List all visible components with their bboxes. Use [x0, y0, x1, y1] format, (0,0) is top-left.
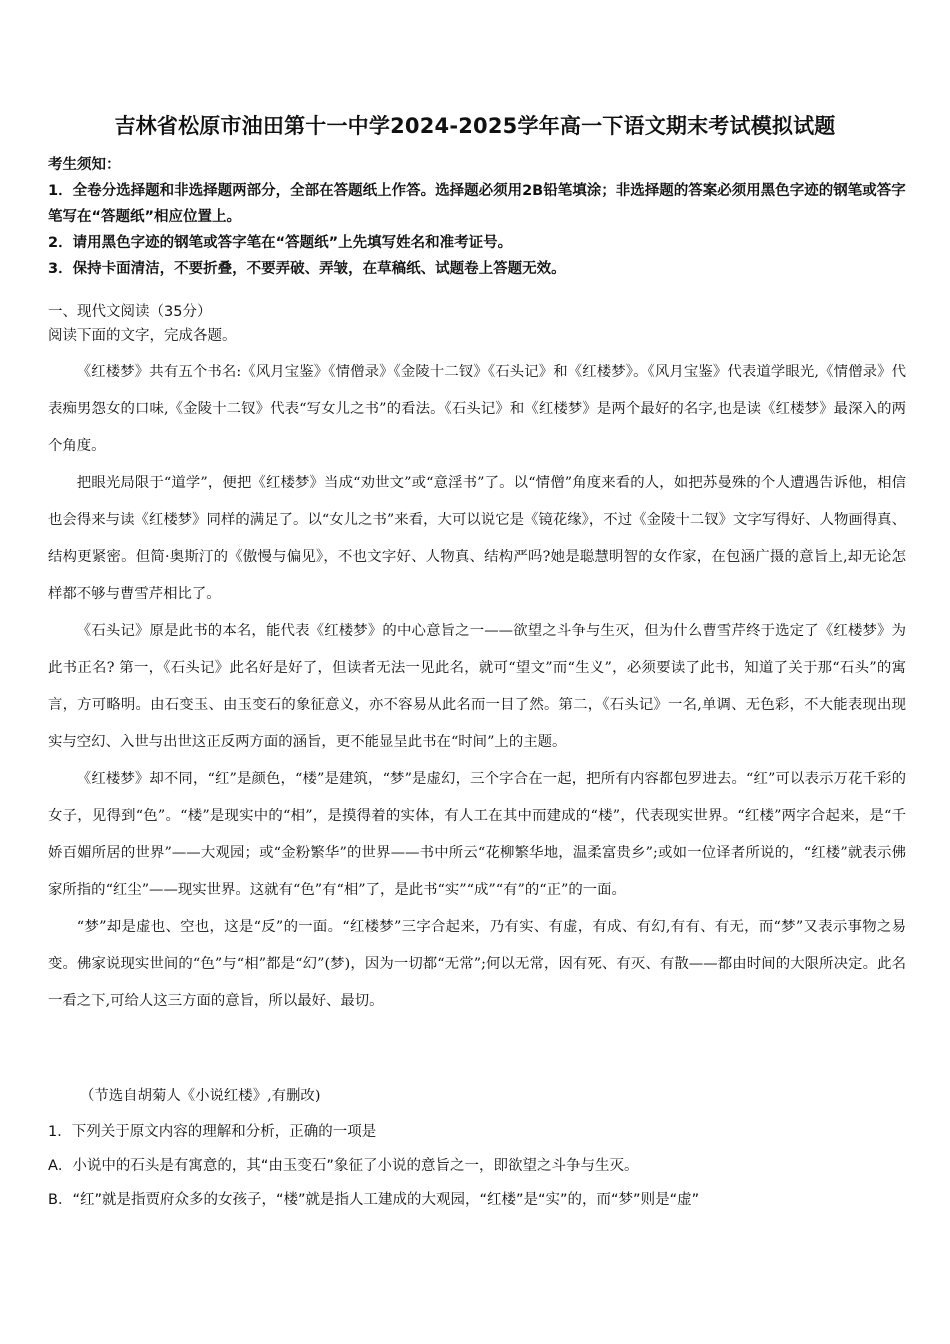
- question-1-option-a: A．小说中的石头是有寓意的，其“由玉变石”象征了小说的意旨之一，即欲望之斗争与生灭。: [48, 1158, 639, 1174]
- passage-source: （节选自胡菊人《小说红楼》,有删改): [80, 1088, 321, 1104]
- passage-paragraph-2: 把眼光局限于“道学”，便把《红楼梦》当成“劝世文”或“意淫书”了。以“情僧”角度来看的人，如把苏曼殊的个人遭遇告诉他，相信也会得来与读《红楼梦》同样的满足了。以“女儿之书”来看，大可以说它是《镜花缘》，不过《金陵十二钗》文字写得好、人物画得真、结构更紧密。但简·奥斯汀的《傲慢与偏见》，不也文字好、人物真、结构严吗?她是聪慧明智的女作家，在包涵广摄的意旨上,却无论怎样都不够与曹雪芹相比了。: [48, 475, 906, 602]
- notice-heading: 考生须知：: [48, 157, 121, 173]
- notice-item-3: 3．保持卡面清洁，不要折叠，不要弄破、弄皱，在草稿纸、试题卷上答题无效。: [48, 261, 566, 277]
- notice-item-2: 2．请用黑色字迹的钢笔或答字笔在“答题纸”上先填写姓名和准考证号。: [48, 235, 513, 251]
- passage-paragraph-3: 《石头记》原是此书的本名，能代表《红楼梦》的中心意旨之一——欲望之斗争与生灭，但为什么曹雪芹终于选定了《红楼梦》为此书正名? 第一，《石头记》此名好是好了，但读者无法一见此名，就可“望文”而“生义”，必须要读了此书，知道了关于那“石头”的寓言，方可略明。由石变玉、由玉变石的象征意义，亦不容易从此名而一目了然。第二，《石头记》一名,单调、无色彩，不大能表现出现实与空幻、入世与出世这正反两方面的涵旨，更不能显呈此书在“时间”上的主题。: [48, 623, 906, 750]
- section-intro: 阅读下面的文字，完成各题。: [48, 328, 237, 344]
- question-block: [48, 1115, 906, 1217]
- question-1-option-b: B．“红”就是指贾府众多的女孩子，“楼”就是指人工建成的大观园，“红楼”是“实”的，而“梦”则是“虚”: [48, 1192, 700, 1208]
- section-heading: 一、现代文阅读（35分）: [48, 304, 212, 320]
- exam-title: 吉林省松原市油田第十一中学2024-2025学年高一下语文期末考试模拟试题: [114, 114, 836, 138]
- candidate-notice: [48, 152, 908, 282]
- notice-item-1: 1．全卷分选择题和非选择题两部分，全部在答题纸上作答。选择题必须用2B铅笔填涂；非选择题的答案必须用黑色字迹的钢笔或答字笔写在“答题纸”相应位置上。: [48, 183, 906, 225]
- question-1-stem: 1．下列关于原文内容的理解和分析，正确的一项是: [48, 1124, 377, 1140]
- passage-paragraph-4: 《红楼梦》却不同，“红”是颜色，“楼”是建筑，“梦”是虚幻，三个字合在一起，把所有内容都包罗进去。“红”可以表示万花千彩的女子，见得到“色”。“楼”是现实中的“相”，是摸得着的实体，有人工在其中而建成的“楼”，代表现实世界。“红楼”两字合起来，是“千娇百媚所居的世界”——大观园；或“金粉繁华”的世界——书中所云“花柳繁华地，温柔富贵乡”;或如一位译者所说的，“红楼”就表示佛家所指的“红尘”——现实世界。这就有“色”有“相”了，是此书“实”“成”“有”的“正”的一面。: [48, 771, 906, 898]
- passage-paragraph-5: “梦”却是虚也、空也，这是“反”的一面。“红楼梦”三字合起来，乃有实、有虚，有成、有幻,有有、有无，而“梦”又表示事物之易变。佛家说现实世间的“色”与“相”都是“幻”(梦)，因为一切都“无常”;何以无常，因有死、有灭、有散——都由时间的大限所决定。此名一看之下,可给人这三方面的意旨，所以最好、最切。: [48, 919, 906, 1009]
- reading-section: [48, 300, 908, 348]
- reading-passage: [48, 354, 906, 1020]
- passage-paragraph-1: 《红楼梦》共有五个书名:《风月宝鉴》《情僧录》《金陵十二钗》《石头记》和《红楼梦》。《风月宝鉴》代表道学眼光,《情僧录》代表痴男怨女的口味,《金陵十二钗》代表“写女儿之书”的看法。《石头记》和《红楼梦》是两个最好的名字,也是读《红楼梦》最深入的两个角度。: [48, 364, 906, 454]
